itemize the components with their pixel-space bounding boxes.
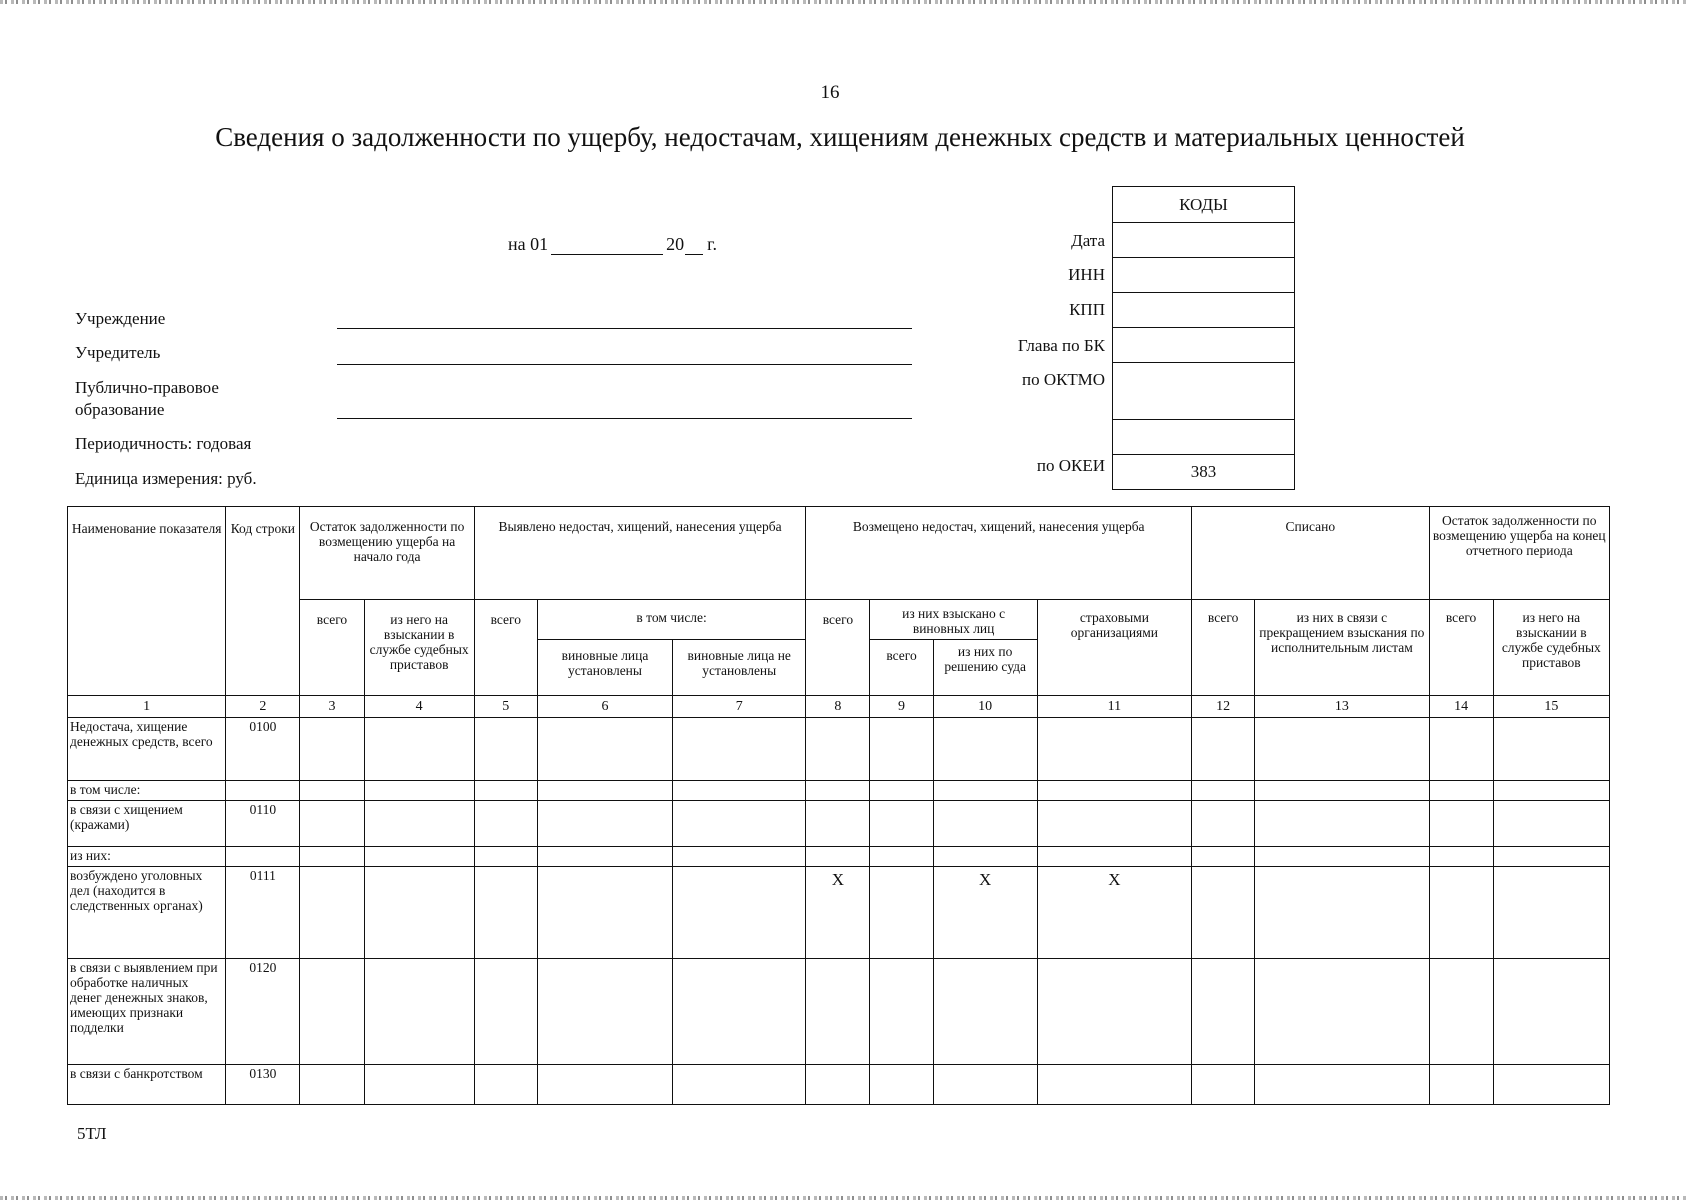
header-opening-balance: Остаток задолженности по возмещению ущерба на начало года [300,507,474,600]
founder-field[interactable] [337,364,912,365]
header-written-off: Списано [1192,507,1429,600]
data-cell[interactable] [474,718,537,781]
header-compensated-total: всего [806,600,870,696]
data-cell[interactable] [474,1065,537,1105]
bk-code-label: Глава по БК [1017,336,1105,355]
data-cell[interactable] [364,718,474,781]
column-number: 8 [806,696,870,718]
data-cell[interactable] [673,781,806,801]
row-name: в связи с выявлением при обработке наличных денег денежных знаков, имеющих признаки подделки [68,959,226,1065]
header-including: в том числе: [537,600,806,640]
table-row [68,867,1610,959]
column-number: 5 [474,696,537,718]
data-cell[interactable] [1493,1065,1609,1105]
data-cell[interactable] [300,1065,364,1105]
column-number: 13 [1255,696,1429,718]
data-cell[interactable] [474,781,537,801]
okei-code-label: по ОКЕИ [1036,456,1105,475]
date-year-prefix: 20 [666,234,685,254]
row-name: из них: [68,847,226,867]
data-cell[interactable] [300,867,364,959]
form-code-footer: 5ТЛ [77,1124,107,1143]
header-culprits-unknown: виновные лица не установлены [673,640,806,696]
header-identified-total: всего [474,600,537,696]
header-terminated: из них в связи с прекращением взыскания по исполнительным листам [1255,600,1429,696]
data-cell[interactable] [1037,781,1191,801]
data-cell[interactable] [474,959,537,1065]
form-title: Сведения о задолженности по ущербу, недостачам, хищениям денежных средств и материальных ценностей [215,122,1465,152]
data-cell[interactable] [673,1065,806,1105]
data-cell[interactable] [1037,959,1191,1065]
data-cell[interactable] [1192,1065,1255,1105]
oktmo-code-cell[interactable] [1113,363,1295,420]
data-cell[interactable] [364,959,474,1065]
data-cell[interactable] [474,867,537,959]
kpp-code-cell[interactable] [1113,293,1295,328]
data-cell[interactable] [870,781,933,801]
data-cell[interactable] [933,959,1037,1065]
data-cell[interactable] [673,959,806,1065]
institution-label: Учреждение [75,309,166,328]
column-number: 7 [673,696,806,718]
data-cell[interactable] [1493,718,1609,781]
data-cell[interactable] [1255,847,1429,867]
data-cell[interactable] [1255,718,1429,781]
data-cell[interactable] [1192,801,1255,847]
row-code: 0110 [226,801,300,847]
date-month-blank[interactable] [551,240,663,255]
data-cell[interactable] [870,718,933,781]
data-cell[interactable] [300,718,364,781]
data-cell[interactable] [364,847,474,867]
data-cell[interactable] [1429,867,1493,959]
data-cell[interactable] [300,801,364,847]
row-code [226,847,300,867]
oktmo-code-cell-extra[interactable] [1113,420,1295,455]
column-number: 15 [1493,696,1609,718]
data-cell[interactable] [1429,847,1493,867]
data-cell[interactable] [537,718,672,781]
column-number: 11 [1037,696,1191,718]
header-recovered-culprits: из них взыскано с виновных лиц [870,600,1037,640]
header-closing-bailiffs: из него на взыскании в службе судебных приставов [1493,600,1609,696]
data-cell[interactable] [300,781,364,801]
header-name: Наименование показателя [68,507,226,696]
not-applicable-mark: X [806,867,870,959]
oktmo-code-label: по ОКТМО [1021,370,1105,389]
row-name: Недостача, хищение денежных средств, всего [68,718,226,781]
institution-field[interactable] [337,328,912,329]
column-number: 10 [933,696,1037,718]
data-cell[interactable] [300,959,364,1065]
periodicity-label: Периодичность: годовая [75,434,252,453]
table-row [68,718,1610,781]
row-code: 0100 [226,718,300,781]
data-cell[interactable] [1192,867,1255,959]
data-cell[interactable] [1255,959,1429,1065]
data-cell[interactable] [806,801,870,847]
data-cell[interactable] [933,801,1037,847]
data-cell[interactable] [933,1065,1037,1105]
data-cell[interactable] [1493,847,1609,867]
inn-code-cell[interactable] [1113,258,1295,293]
data-cell[interactable] [1255,867,1429,959]
data-cell[interactable] [673,847,806,867]
data-cell[interactable] [673,801,806,847]
data-cell[interactable] [1429,959,1493,1065]
row-code: 0130 [226,1065,300,1105]
data-cell[interactable] [364,801,474,847]
public-entity-label-line1: Публично-правовое [75,378,219,397]
scan-edge-top [0,0,1686,4]
header-opening-total: всего [300,600,364,696]
data-cell[interactable] [537,847,672,867]
okei-code-cell: 383 [1113,455,1295,490]
date-prefix: на 01 [508,234,549,254]
header-identified: Выявлено недостач, хищений, нанесения ущерба [474,507,806,600]
date-code-label: Дата [1071,231,1105,250]
data-cell[interactable] [1493,781,1609,801]
data-cell[interactable] [933,781,1037,801]
data-cell[interactable] [537,959,672,1065]
data-cell[interactable] [1192,959,1255,1065]
data-cell[interactable] [1192,847,1255,867]
data-cell[interactable] [806,718,870,781]
data-cell[interactable] [1493,867,1609,959]
column-number: 12 [1192,696,1255,718]
header-insurers: страховыми организациями [1037,600,1191,696]
public-entity-field[interactable] [337,418,912,419]
data-cell[interactable] [1429,781,1493,801]
row-name: возбуждено уголовных дел (находится в следственных органах) [68,867,226,959]
data-cell[interactable] [1429,1065,1493,1105]
header-code: Код строки [226,507,300,696]
kpp-code-label: КПП [1069,300,1105,319]
data-cell[interactable] [870,867,933,959]
header-culprits-known: виновные лица установлены [537,640,672,696]
data-cell[interactable] [933,718,1037,781]
public-entity-label-line2: образование [75,400,165,419]
codes-table [1112,186,1295,490]
founder-label: Учредитель [75,343,161,362]
data-cell[interactable] [933,847,1037,867]
data-cell[interactable] [537,867,672,959]
data-cell[interactable] [870,1065,933,1105]
data-cell[interactable] [1192,781,1255,801]
data-cell[interactable] [474,801,537,847]
not-applicable-mark: X [933,867,1037,959]
scan-edge-bottom [0,1196,1686,1200]
data-cell[interactable] [673,867,806,959]
data-cell[interactable] [1429,718,1493,781]
data-cell[interactable] [870,801,933,847]
column-number: 1 [68,696,226,718]
column-number: 4 [364,696,474,718]
page-number: 16 [820,82,840,103]
data-cell[interactable] [474,847,537,867]
data-cell[interactable] [364,1065,474,1105]
data-cell[interactable] [537,801,672,847]
header-opening-bailiffs: из него на взыскании в службе судебных приставов [364,600,474,696]
inn-code-label: ИНН [1068,265,1105,284]
data-cell[interactable] [1037,847,1191,867]
data-cell[interactable] [870,959,933,1065]
row-name: в том числе: [68,781,226,801]
table-row [68,781,1610,801]
header-court-decision: из них по решению суда [933,640,1037,696]
data-cell[interactable] [870,847,933,867]
codes-header: КОДЫ [1113,187,1295,223]
date-suffix: г. [707,234,717,254]
header-written-off-total: всего [1192,600,1255,696]
row-code: 0111 [226,867,300,959]
data-cell[interactable] [1255,1065,1429,1105]
data-cell[interactable] [806,847,870,867]
report-date-line [508,234,717,255]
data-cell[interactable] [1493,801,1609,847]
data-cell[interactable] [673,718,806,781]
header-compensated: Возмещено недостач, хищений, нанесения ущерба [806,507,1192,600]
date-year-blank[interactable] [685,240,703,255]
data-cell[interactable] [537,1065,672,1105]
table-row [68,959,1610,1065]
header-closing-balance: Остаток задолженности по возмещению ущерба на конец отчетного периода [1429,507,1609,600]
column-number: 3 [300,696,364,718]
data-cell[interactable] [1429,801,1493,847]
data-cell[interactable] [537,781,672,801]
table-row [68,1065,1610,1105]
not-applicable-mark: X [1037,867,1191,959]
data-cell[interactable] [806,1065,870,1105]
data-cell[interactable] [364,781,474,801]
unit-label: Единица измерения: руб. [75,469,257,488]
table-row [68,801,1610,847]
data-cell[interactable] [364,867,474,959]
data-cell[interactable] [300,847,364,867]
bk-code-cell[interactable] [1113,328,1295,363]
data-cell[interactable] [806,959,870,1065]
row-name: в связи с банкротством [68,1065,226,1105]
column-number: 9 [870,696,933,718]
data-cell[interactable] [1493,959,1609,1065]
data-cell[interactable] [1255,781,1429,801]
row-code [226,781,300,801]
row-code: 0120 [226,959,300,1065]
row-name: в связи с хищением (кражами) [68,801,226,847]
data-cell[interactable] [1037,1065,1191,1105]
data-cell[interactable] [1192,718,1255,781]
data-cell[interactable] [1037,718,1191,781]
debt-table [67,506,1610,1105]
data-cell[interactable] [1037,801,1191,847]
column-number: 14 [1429,696,1493,718]
data-cell[interactable] [1255,801,1429,847]
header-recovered-total: всего [870,640,933,696]
table-row [68,847,1610,867]
data-cell[interactable] [806,781,870,801]
column-number: 2 [226,696,300,718]
header-closing-total: всего [1429,600,1493,696]
date-code-cell[interactable] [1113,223,1295,258]
column-number: 6 [537,696,672,718]
